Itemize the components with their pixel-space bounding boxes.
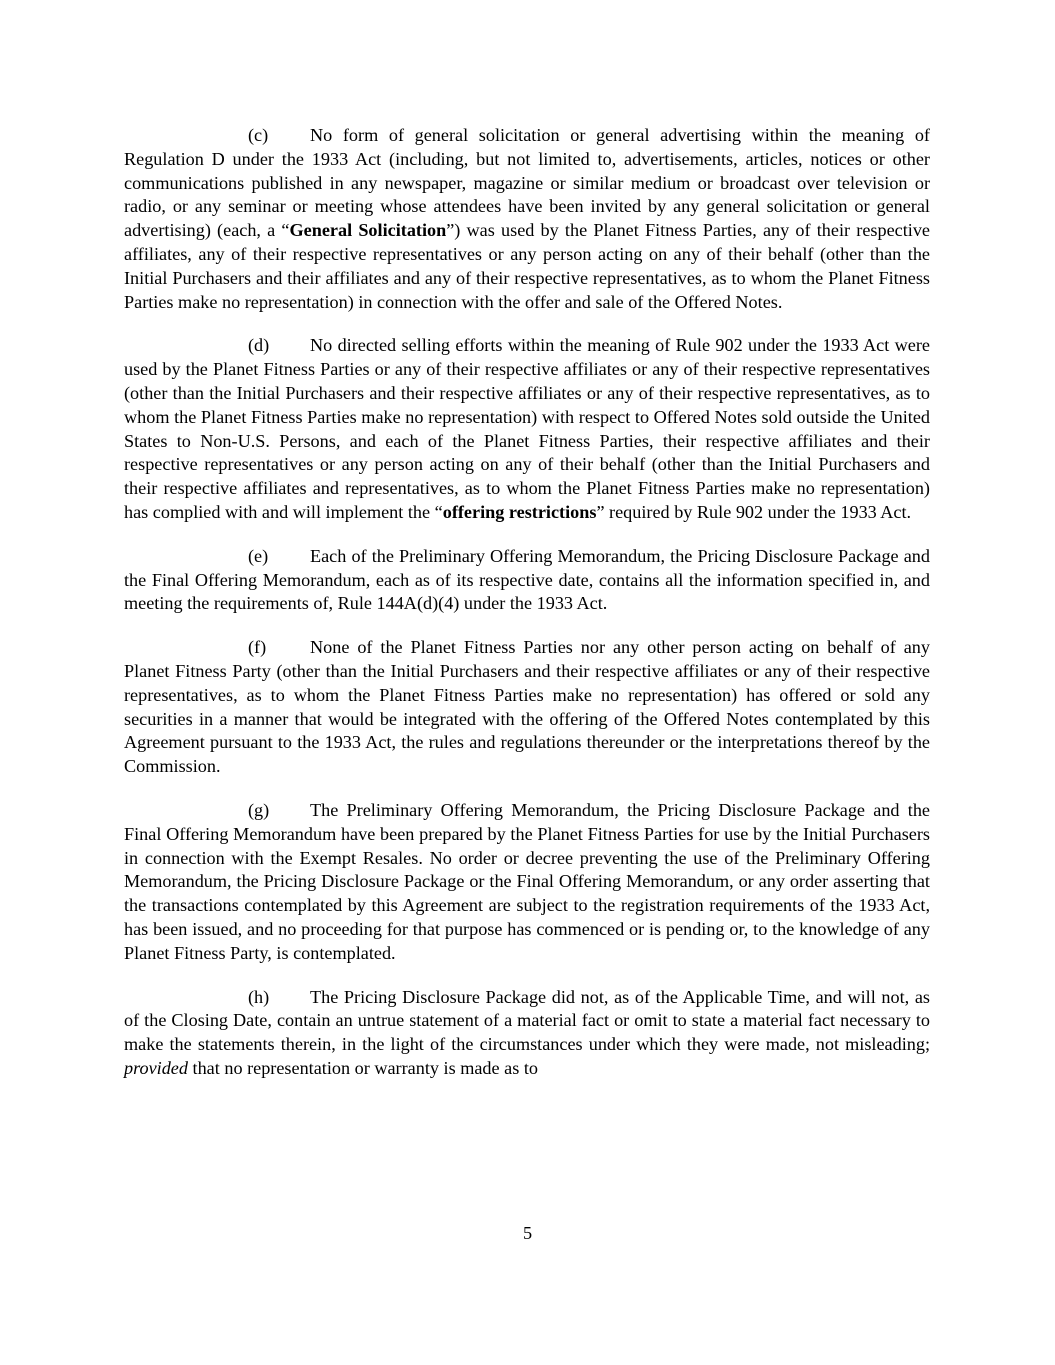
paragraph-label: (g) [248, 799, 270, 820]
paragraph-label: (d) [248, 335, 270, 356]
paragraph-text: Each of the Preliminary Offering Memorandum, the Pricing Disclosure Package and the Final Offering Memorandum, each as of its respective date, contains all the information specified in, and meeting the requirements of, Rule 144A(d)(4) under the 1933 Act. [124, 545, 930, 614]
paragraph-label: (c) [248, 125, 269, 145]
defined-term-offering-restrictions: offering restrictions [442, 501, 597, 522]
paragraph-e [124, 545, 930, 616]
paragraph-text: ” required by Rule 902 under the 1933 Act. [596, 501, 912, 522]
page-number: 5 [522, 1223, 533, 1243]
paragraph-text: The Preliminary Offering Memorandum, the Pricing Disclosure Package and the Final Offering Memorandum have been prepared by the Planet Fitness Parties for use by the Initial Purchasers in connection with the Exempt Resales. No order or decree preventing the use of the Preliminary Offering Memorandum, the Pricing Disclosure Package or the Final Offering Memorandum, or any order asserting that the transactions contemplated by this Agreement are subject to the registration requirements of the 1933 Act, has been issued, and no proceeding for that purpose has commenced or is pending or, to the knowledge of any Planet Fitness Party, is contemplated. [124, 799, 930, 963]
paragraph-text: No form of general solicitation or general advertising within the meaning of Regulation D under the 1933 Act (including, but not limited to, advertisements, articles, notices or other communications published in any newspaper, magazine or similar medium or broadcast over television or radio, or any seminar or meeting whose attendees have been invited by any general solicitation or general advertising) (each, a “ [124, 125, 930, 241]
paragraph-label: (h) [248, 986, 270, 1007]
defined-term-general-solicitation: General Solicitation [289, 220, 447, 241]
paragraph-label: (e) [248, 545, 269, 566]
paragraph-label: (f) [248, 637, 267, 658]
paragraph-d [124, 334, 930, 524]
paragraph-h [124, 986, 930, 1081]
paragraph-f [124, 636, 930, 779]
paragraph-text: ”) was used by the Planet Fitness Parties, any of their respective affiliates, any of their respective representatives or any person acting on any of their behalf (other than the Initial Purchasers and their affiliates and any of their respective representatives, as to whom the Planet Fitness Parties make no representation) in connection with the offer and sale of the Offered Notes. [124, 220, 930, 312]
paragraph-text: The Pricing Disclosure Package did not, as of the Applicable Time, and will not, as of the Closing Date, contain an untrue statement of a material fact or omit to state a material fact necessary to make the statements therein, in the light of the circumstances under which they were made, not misleading; [124, 986, 930, 1055]
document-body [124, 124, 930, 1101]
paragraph-text: that no representation or warranty is made as to [187, 1057, 538, 1078]
paragraph-text: None of the Planet Fitness Parties nor any other person acting on behalf of any Planet Fitness Party (other than the Initial Purchasers and their respective affiliates or any of their respective representatives, as to whom the Planet Fitness Parties make no representation) has offered or sold any securities in a manner that would be integrated with the offering of the Offered Notes contemplated by this Agreement pursuant to the 1933 Act, the rules and regulations thereunder or the interpretations thereof by the Commission. [124, 637, 930, 777]
paragraph-text: No directed selling efforts within the meaning of Rule 902 under the 1933 Act were used by the Planet Fitness Parties or any of their respective affiliates or any of their respective representatives (other than the Initial Purchasers and their respective affiliates or any of their respective representatives, as to whom the Planet Fitness Parties make no representation) with respect to Offered Notes sold outside the United States to Non-U.S. Persons, and each of the Planet Fitness Parties, their respective affiliates and their respective representatives or any person acting on any of their behalf (other than the Initial Purchasers and their respective affiliates and representatives, as to whom the Planet Fitness Parties make no representation) has complied with and will implement the “ [124, 335, 930, 522]
paragraph-c [124, 124, 930, 314]
paragraph-g [124, 799, 930, 966]
italic-term-provided: provided [124, 1057, 188, 1078]
